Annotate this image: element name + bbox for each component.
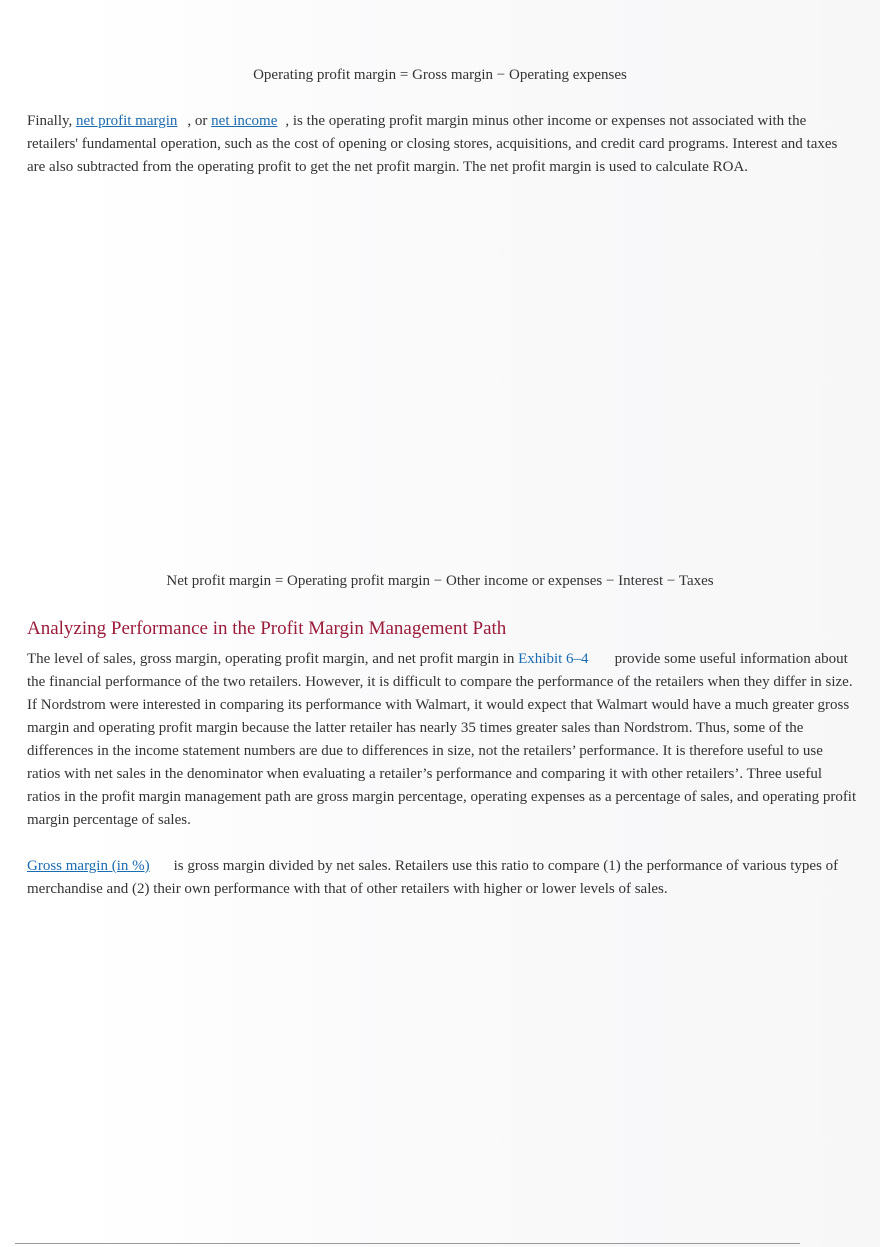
gross-margin-paragraph (27, 855, 857, 901)
net-profit-rest: , is the operating profit margin minus other income or expenses not associated with the retailers' fundamental operation, such as the cost of opening or closing stores, acquisitions, and credit card programs. Interest and taxes are also subtracted from the operating profit to get the net profit margin. The net profit margin is used to calculate ROA. (27, 113, 838, 175)
analysis-paragraph (27, 648, 857, 832)
analysis-after-link: provide some useful information about the financial performance of the two retailers. However, it is difficult to compare the performance of the retailers when they differ in size. If Nordstrom were interested in comparing its performance with Walmart, it would expect that Walmart would have a much greater gross margin and operating profit margin because the latter retailer has nearly 35 times greater sales than Nordstrom. Thus, some of the differences in the income statement numbers are due to differences in size, not the retailers’ performance. It is therefore useful to use ratios with net sales in the denominator when evaluating a retailer’s performance and comparing it with other retailers’. Three useful ratios in the profit margin management path are gross margin percentage, operating expenses as a percentage of sales, and operating profit margin percentage of sales. (27, 651, 857, 828)
net-profit-mid: , or (187, 113, 208, 129)
net-profit-margin-link[interactable]: net profit margin (76, 113, 178, 129)
net-income-link[interactable]: net income (211, 113, 278, 129)
net-profit-intro: Finally, (27, 113, 73, 129)
footer-divider (15, 1243, 800, 1244)
analysis-before-link: The level of sales, gross margin, operating profit margin, and net profit margin in (27, 651, 515, 667)
section-heading: Analyzing Performance in the Profit Margin Management Path (27, 618, 507, 639)
operating-profit-equation: Operating profit margin = Gross margin − Operating expenses (253, 67, 627, 83)
net-profit-equation: Net profit margin = Operating profit margin − Other income or expenses − Interest − Taxes (166, 573, 714, 589)
gross-margin-rest: is gross margin divided by net sales. Retailers use this ratio to compare (1) the performance of various types of merchandise and (2) their own performance with that of other retailers with higher or lower levels of sales. (27, 858, 839, 897)
exhibit-6-4-link[interactable]: Exhibit 6–4 (518, 651, 589, 667)
gross-margin-link[interactable]: Gross margin (in %) (27, 858, 150, 874)
net-profit-paragraph (27, 110, 857, 179)
